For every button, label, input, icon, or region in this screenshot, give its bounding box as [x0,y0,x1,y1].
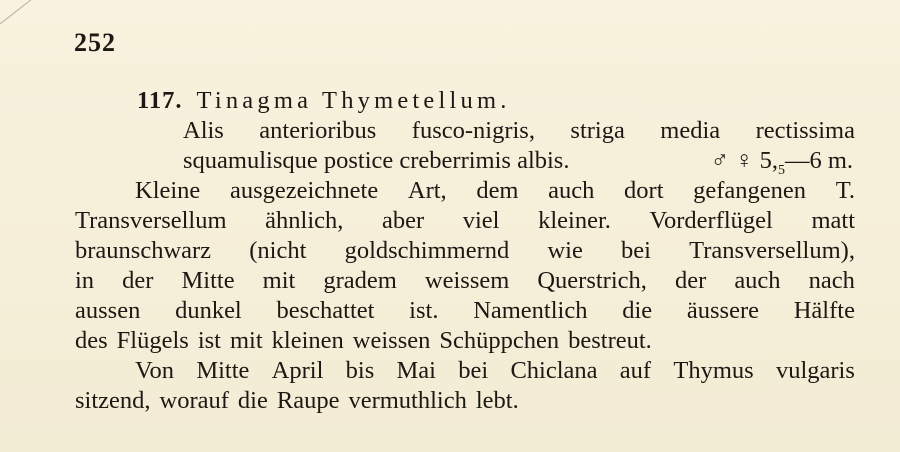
word: bis [345,357,375,384]
word: Mitte [181,267,235,294]
page-corner-line [0,0,50,29]
word: Art, [407,177,447,204]
size-subscript: 5 [777,163,785,178]
word: Hälfte [793,297,855,324]
word: striga [570,117,625,144]
size-range-end: —6 m. [784,147,853,174]
word: bestreut. [568,327,652,354]
word: fusco-nigris, [411,117,535,144]
paragraph-locality [75,356,855,416]
text-line [75,236,855,266]
word: gradem [323,267,397,294]
word: mit [262,267,296,294]
word: die [237,387,268,414]
word: Schüppchen [439,327,560,354]
page-number: 252 [74,28,116,57]
word: worauf [159,387,229,414]
word: Mitte [196,357,250,384]
word: anterioribus [259,117,377,144]
species-number: 117. [137,87,183,114]
text-line [75,386,855,416]
word: auch [548,177,595,204]
word: Chiclana [510,357,598,384]
word: kleinen [271,327,344,354]
word: auch [734,267,781,294]
word: matt [811,207,855,234]
word: äussere [686,297,759,324]
word: Alis [183,117,224,144]
word: dem [476,177,519,204]
word: Transversellum), [689,237,855,264]
word: ähnlich, [265,207,344,234]
word: vulgaris [775,357,855,384]
word: gefangenen [693,177,807,204]
word: goldschimmernd [344,237,510,264]
word: Raupe [276,387,340,414]
word: beschattet [276,297,375,324]
word: dort [624,177,664,204]
word: Vorderflügel [649,207,773,234]
word: Thymus [673,357,754,384]
word: Querstrich, [537,267,647,294]
word: auf [619,357,652,384]
word: sitzend, [75,387,151,414]
word: aussen [75,297,141,324]
word: (nicht [249,237,307,264]
word: media [660,117,721,144]
word: ausgezeichnete [229,177,379,204]
word: wie [547,237,583,264]
word: in [75,267,95,294]
word: des [75,327,108,354]
text-block [75,86,855,416]
word: die [622,297,653,324]
word: Namentlich [473,297,588,324]
word: viel [462,207,500,234]
text-line [75,266,855,296]
text-line [75,326,855,356]
word: bei [621,237,651,264]
word: Von [135,357,175,384]
word: T. [835,177,855,204]
word: mit [229,327,263,354]
word: nach [808,267,855,294]
word: bei [458,357,489,384]
text-line [75,206,855,236]
word: vermuthlich [348,387,467,414]
species-heading [75,86,855,116]
word: Transversellum [75,207,227,234]
word: ist [197,327,221,354]
word: rectissima [755,117,855,144]
text-line [75,176,855,206]
diagnosis-sizes [711,146,853,176]
word: Mai [396,357,436,384]
word: Flügels [116,327,189,354]
diagnosis-line-1 [75,116,855,146]
word: weissem [424,267,510,294]
word: der [122,267,154,294]
sex-size-label: ♂ ♀ 5, [710,147,778,174]
word: ist. [409,297,439,324]
word: kleiner. [538,207,611,234]
diagnosis-line-2 [75,146,855,176]
word: braunschwarz [75,237,212,264]
word: dunkel [175,297,242,324]
word: weissen [352,327,431,354]
diagnosis-text: squamulisque postice creberrimis albis. [183,147,570,174]
paragraph-description [75,176,855,356]
word: lebt. [475,387,519,414]
text-line [75,296,855,326]
text-line [75,356,855,386]
species-title: Tinagma Thymetellum. [196,87,511,114]
word: April [271,357,324,384]
word: Kleine [135,177,201,204]
word: aber [381,207,425,234]
word: der [674,267,707,294]
